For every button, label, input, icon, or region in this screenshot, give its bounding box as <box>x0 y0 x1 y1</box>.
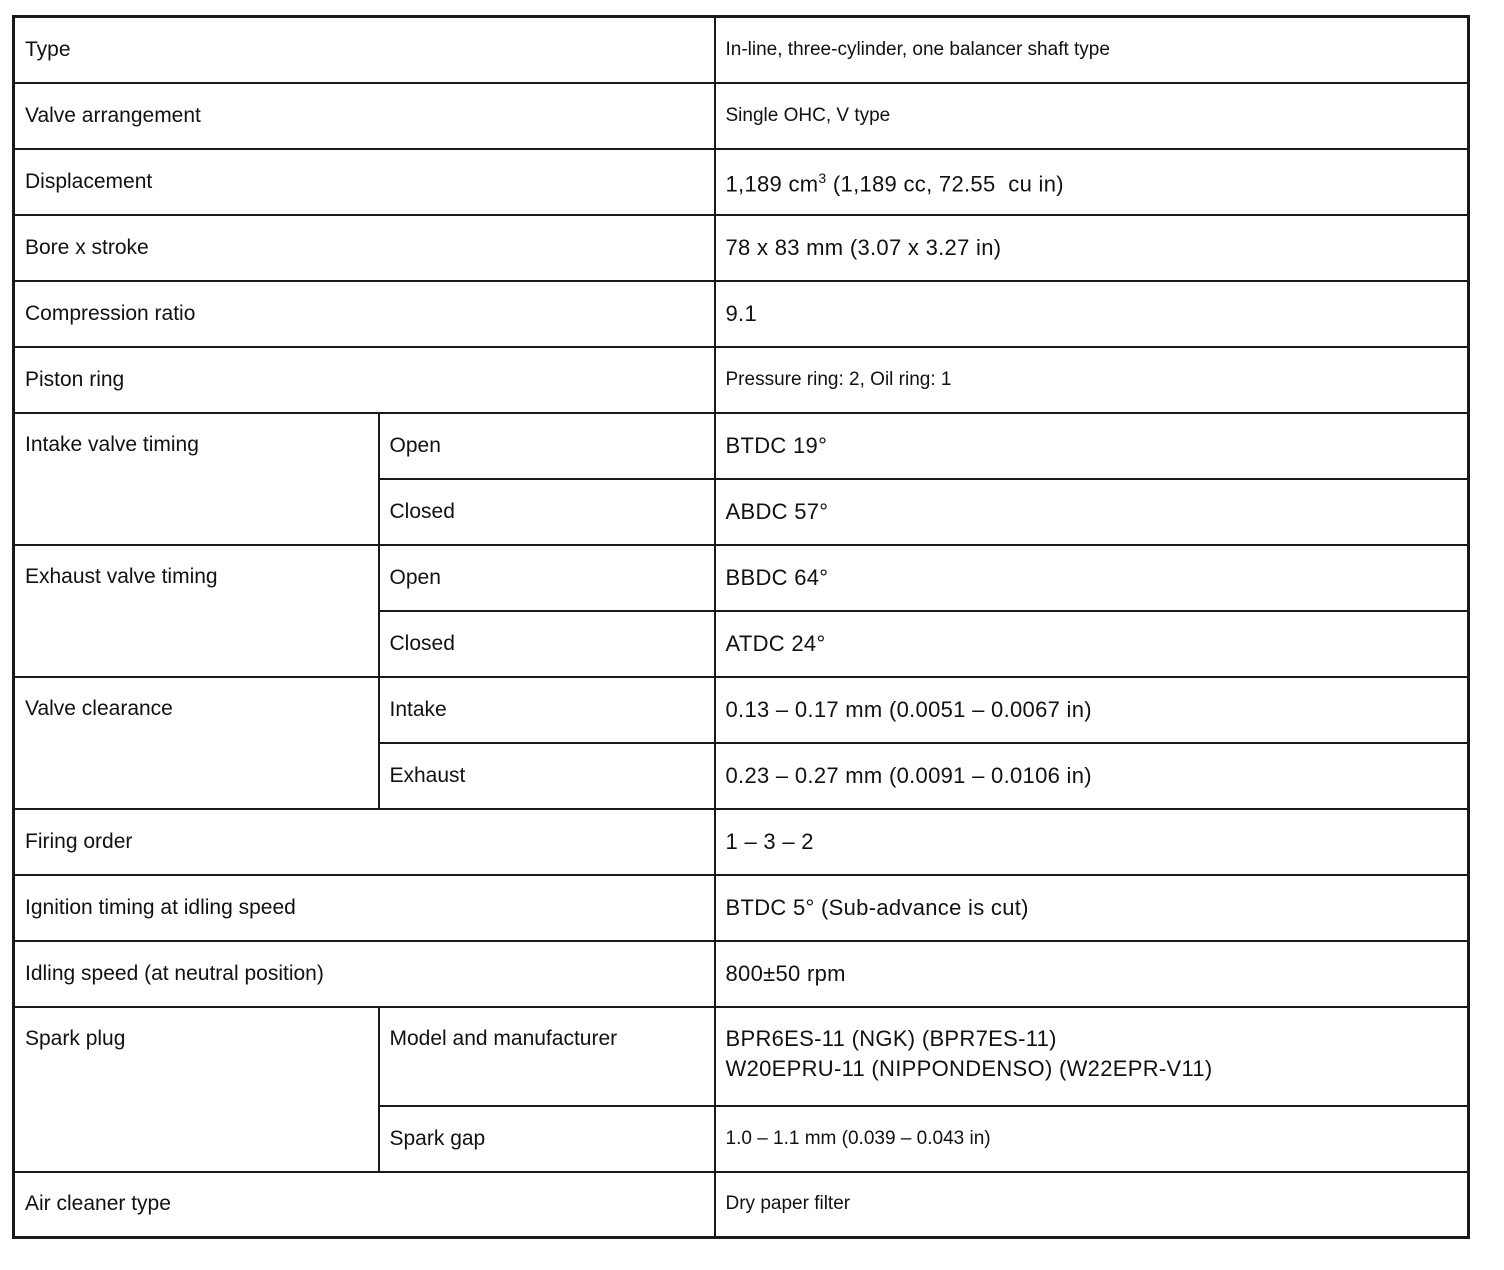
spec-value: BTDC 5° (Sub-advance is cut) <box>715 875 1469 941</box>
spec-row-spark-plug-model <box>14 1007 1469 1106</box>
engine-spec-table <box>12 15 1470 1239</box>
spec-value: 9.1 <box>715 281 1469 347</box>
spec-row-piston-ring <box>14 347 1469 413</box>
spec-label: Type <box>14 17 715 83</box>
spec-value: Pressure ring: 2, Oil ring: 1 <box>715 347 1469 413</box>
spec-row-idling-speed <box>14 941 1469 1007</box>
displacement-value-suffix: (1,189 cc, 72.55 cu in) <box>826 171 1064 197</box>
spec-row-ignition-timing <box>14 875 1469 941</box>
spec-value: ABDC 57° <box>715 479 1469 545</box>
spec-value: 0.23 – 0.27 mm (0.0091 – 0.0106 in) <box>715 743 1469 809</box>
spec-label: Valve clearance <box>14 677 379 809</box>
spec-value: ATDC 24° <box>715 611 1469 677</box>
spec-row-firing-order <box>14 809 1469 875</box>
spec-value: BTDC 19° <box>715 413 1469 479</box>
spec-label: Valve arrangement <box>14 83 715 149</box>
spec-row-air-cleaner <box>14 1172 1469 1238</box>
spec-label: Piston ring <box>14 347 715 413</box>
spec-label: Intake valve timing <box>14 413 379 545</box>
spec-label: Spark plug <box>14 1007 379 1172</box>
spec-label: Ignition timing at idling speed <box>14 875 715 941</box>
spec-value <box>715 1007 1469 1106</box>
spec-value <box>715 149 1469 215</box>
spec-label: Air cleaner type <box>14 1172 715 1238</box>
spec-value: 800±50 rpm <box>715 941 1469 1007</box>
spark-plug-model-line-2: W20EPRU-11 (NIPPONDENSO) (W22EPR-V11) <box>725 1055 1213 1081</box>
spec-sublabel: Spark gap <box>379 1106 715 1172</box>
spec-row-type <box>14 17 1469 83</box>
spec-row-valve-arrangement <box>14 83 1469 149</box>
spec-label: Firing order <box>14 809 715 875</box>
spec-value: 1 – 3 – 2 <box>715 809 1469 875</box>
spec-row-valve-clearance-intake <box>14 677 1469 743</box>
spec-sublabel: Closed <box>379 611 715 677</box>
spec-label: Idling speed (at neutral position) <box>14 941 715 1007</box>
spec-sublabel: Intake <box>379 677 715 743</box>
spark-plug-model-line-1: BPR6ES-11 (NGK) (BPR7ES-11) <box>725 1025 1057 1051</box>
spec-label: Bore x stroke <box>14 215 715 281</box>
spec-label: Compression ratio <box>14 281 715 347</box>
spec-value: Single OHC, V type <box>715 83 1469 149</box>
spec-sublabel: Open <box>379 545 715 611</box>
displacement-value: 1,189 cm <box>725 171 819 197</box>
spec-label: Exhaust valve timing <box>14 545 379 677</box>
spec-row-compression-ratio <box>14 281 1469 347</box>
spec-sublabel: Model and manufacturer <box>379 1007 715 1106</box>
displacement-unit-superscript: 3 <box>818 170 827 187</box>
spec-value: 0.13 – 0.17 mm (0.0051 – 0.0067 in) <box>715 677 1469 743</box>
spec-sublabel: Exhaust <box>379 743 715 809</box>
spec-row-intake-valve-timing-open <box>14 413 1469 479</box>
spec-row-displacement <box>14 149 1469 215</box>
spec-row-bore-stroke <box>14 215 1469 281</box>
spec-sublabel: Open <box>379 413 715 479</box>
spec-value: BBDC 64° <box>715 545 1469 611</box>
spec-value: 78 x 83 mm (3.07 x 3.27 in) <box>715 215 1469 281</box>
spec-value: Dry paper filter <box>715 1172 1469 1238</box>
spec-value: In-line, three-cylinder, one balancer shaft type <box>715 17 1469 83</box>
spec-label: Displacement <box>14 149 715 215</box>
spec-value: 1.0 – 1.1 mm (0.039 – 0.043 in) <box>715 1106 1469 1172</box>
spec-sublabel: Closed <box>379 479 715 545</box>
spec-row-exhaust-valve-timing-open <box>14 545 1469 611</box>
